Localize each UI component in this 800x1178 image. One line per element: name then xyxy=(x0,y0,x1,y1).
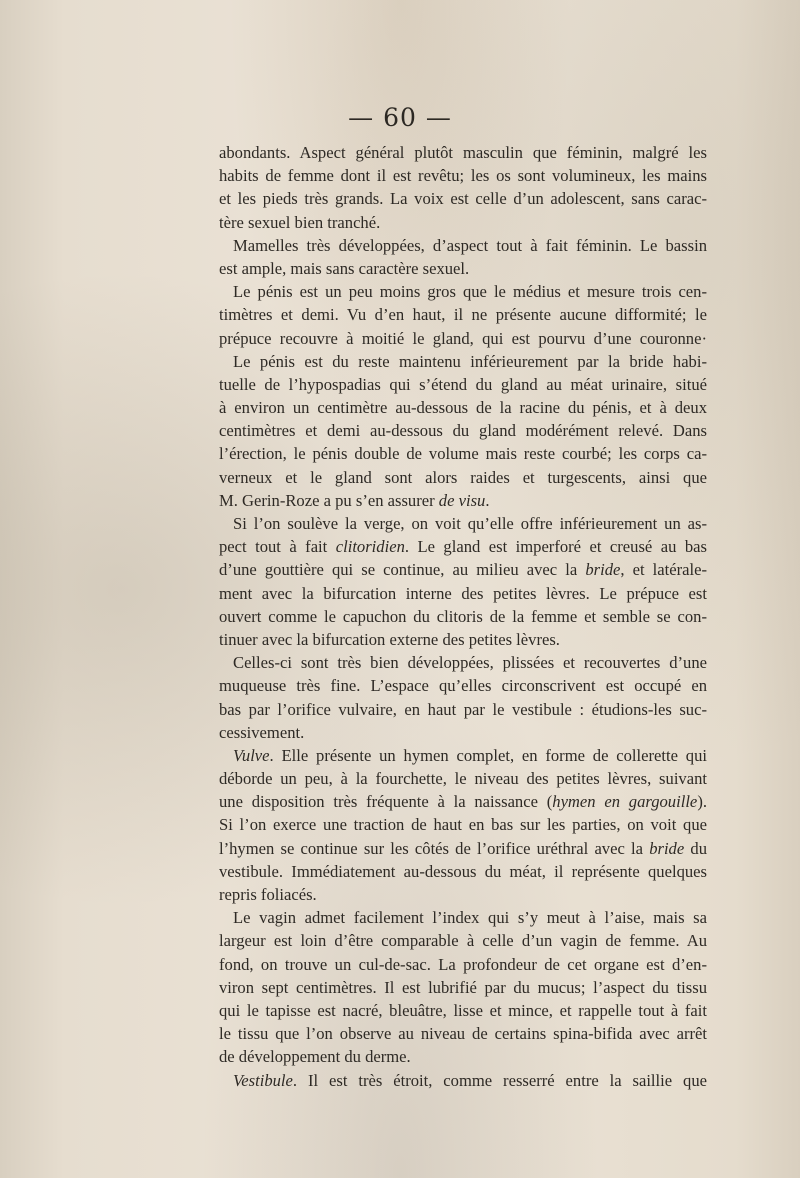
italic-text: clitoridien xyxy=(335,537,405,557)
body-text xyxy=(219,141,707,1092)
text-line xyxy=(219,327,707,350)
text-line xyxy=(219,929,707,952)
text-line xyxy=(219,674,707,697)
italic-text: de visu xyxy=(438,490,486,510)
text-line xyxy=(219,790,707,813)
text-segment: largeur est loin d’être comparable à celle d’un vagin de femme. Au xyxy=(219,931,707,951)
text-segment: ). xyxy=(697,792,707,812)
text-segment: tère sexuel bien tranché. xyxy=(219,212,381,232)
text-segment: . Le gland est imperforé et creusé au bas xyxy=(404,537,707,557)
text-line xyxy=(219,1069,707,1092)
text-segment: M. Gerin-Roze a pu s’en assurer xyxy=(219,490,439,510)
text-segment: est ample, mais sans caractère sexuel. xyxy=(219,258,470,278)
text-segment: repris foliacés. xyxy=(219,885,317,904)
text-segment: viron sept centimètres. Il est lubrifié par du mucus; l’aspect du tissu xyxy=(219,977,707,997)
text-segment: habits de femme dont il est revêtu; les os sont volumineux, les mains xyxy=(219,166,707,186)
text-segment: et les pieds très grands. La voix est celle d’un adolescent, sans carac- xyxy=(219,189,707,209)
text-line xyxy=(219,164,707,187)
text-segment: Si l’on exerce une traction de haut en bas sur les parties, on voit que xyxy=(219,815,707,835)
text-segment: l’hymen se continue sur les côtés de l’orifice uréthral avec la xyxy=(219,838,650,858)
text-line xyxy=(219,280,707,303)
text-line xyxy=(219,466,707,489)
italic-text: bride xyxy=(585,560,621,580)
text-line xyxy=(219,303,707,326)
text-segment: ouvert comme le capuchon du clitoris de la femme et semble se con- xyxy=(219,606,707,626)
text-line xyxy=(219,558,707,581)
text-segment: . Elle présente un hymen complet, en forme de collerette qui xyxy=(269,745,707,765)
text-line xyxy=(219,141,707,164)
text-line xyxy=(219,999,707,1022)
text-line xyxy=(219,651,707,674)
text-line xyxy=(219,883,707,906)
text-segment: . xyxy=(485,490,490,510)
text-segment: tuelle de l’hypospadias qui s’étend du gland au méat urinaire, situé xyxy=(219,374,707,394)
text-segment: de développement du derme. xyxy=(219,1047,411,1067)
text-line xyxy=(219,1022,707,1045)
italic-text: hymen en gargouille xyxy=(552,792,698,812)
text-line xyxy=(219,860,707,883)
text-line xyxy=(219,605,707,628)
text-line xyxy=(219,442,707,465)
text-line xyxy=(219,767,707,790)
text-segment: fond, on trouve un cul-de-sac. La profondeur de cet organe est d’en- xyxy=(219,954,707,974)
text-segment: Mamelles très développées, d’aspect tout à fait féminin. Le bassin xyxy=(233,235,707,255)
text-segment: . Il est très étroit, comme resserré entre la saillie que xyxy=(292,1070,707,1090)
text-segment: Le pénis est un peu moins gros que le médius et mesure trois cen- xyxy=(233,282,707,302)
text-line xyxy=(219,535,707,558)
text-segment: l’érection, le pénis double de volume mais reste courbé; les corps ca- xyxy=(219,444,707,464)
text-line xyxy=(219,744,707,767)
text-segment: timètres et demi. Vu d’en haut, il ne présente aucune difformité; le xyxy=(219,305,707,325)
text-segment: Si l’on soulève la verge, on voit qu’elle offre inférieurement un as- xyxy=(233,514,707,533)
text-line xyxy=(219,419,707,442)
text-line xyxy=(219,813,707,836)
text-line xyxy=(219,698,707,721)
text-line xyxy=(219,582,707,605)
italic-text: bride xyxy=(649,838,685,858)
italic-text: Vulve xyxy=(233,745,270,765)
text-segment: tinuer avec la bifurcation externe des petites lèvres. xyxy=(219,629,560,649)
text-segment: Le vagin admet facilement l’index qui s’y meut à l’aise, mais sa xyxy=(233,908,707,928)
text-segment: d’une gouttière qui se continue, au milieu avec la xyxy=(219,560,586,580)
text-line xyxy=(219,187,707,210)
text-line xyxy=(219,1045,707,1068)
text-line xyxy=(219,512,707,535)
text-segment: prépuce recouvre à moitié le gland, qui est pourvu d’une couronne· xyxy=(219,328,707,348)
text-segment: ment avec la bifurcation interne des petites lèvres. Le prépuce est xyxy=(219,583,707,603)
text-segment: pect tout à fait xyxy=(219,537,336,557)
text-line xyxy=(219,211,707,234)
text-segment: muqueuse très fine. L’espace qu’elles circonscrivent est occupé en xyxy=(219,676,707,696)
text-line xyxy=(219,976,707,999)
text-line xyxy=(219,837,707,860)
text-line xyxy=(219,489,707,512)
text-segment: bas par l’orifice vulvaire, en haut par le vestibule : étudions-les suc- xyxy=(219,699,707,719)
text-segment: déborde un peu, à la fourchette, le niveau des petites lèvres, suivant xyxy=(219,769,707,789)
text-segment: le tissu que l’on observe au niveau de certains spina-bifida avec arrêt xyxy=(219,1024,707,1044)
text-line xyxy=(219,953,707,976)
text-line xyxy=(219,350,707,373)
text-line xyxy=(219,373,707,396)
text-segment: cessivement. xyxy=(219,722,305,742)
text-segment: Le pénis est du reste maintenu inférieurement par la bride habi- xyxy=(233,351,707,371)
text-segment: Celles-ci sont très bien développées, plissées et recouvertes d’une xyxy=(233,653,707,673)
italic-text: Vestibule xyxy=(233,1070,293,1090)
text-line xyxy=(219,234,707,257)
text-segment: , et latérale- xyxy=(620,560,708,580)
text-line xyxy=(219,257,707,280)
text-segment: une disposition très fréquente à la naissance ( xyxy=(219,792,553,812)
text-segment: verneux et le gland sont alors raides et turgescents, ainsi que xyxy=(219,467,707,487)
text-segment: à environ un centimètre au-dessous de la racine du pénis, et à deux xyxy=(219,398,707,418)
text-line xyxy=(219,721,707,744)
text-line xyxy=(219,906,707,929)
text-segment: abondants. Aspect général plutôt masculin que féminin, malgré les xyxy=(219,143,707,162)
text-segment: vestibule. Immédiatement au-dessous du méat, il représente quelques xyxy=(219,861,707,881)
text-segment: du xyxy=(684,838,707,858)
text-line xyxy=(219,628,707,651)
text-line xyxy=(219,396,707,419)
text-segment: qui le tapisse est nacré, bleuâtre, lisse et mince, et rappelle tout à fait xyxy=(219,1000,707,1020)
text-segment: centimètres et demi au-dessous du gland modérément relevé. Dans xyxy=(219,421,707,441)
page-number: — 60 — xyxy=(348,103,452,132)
